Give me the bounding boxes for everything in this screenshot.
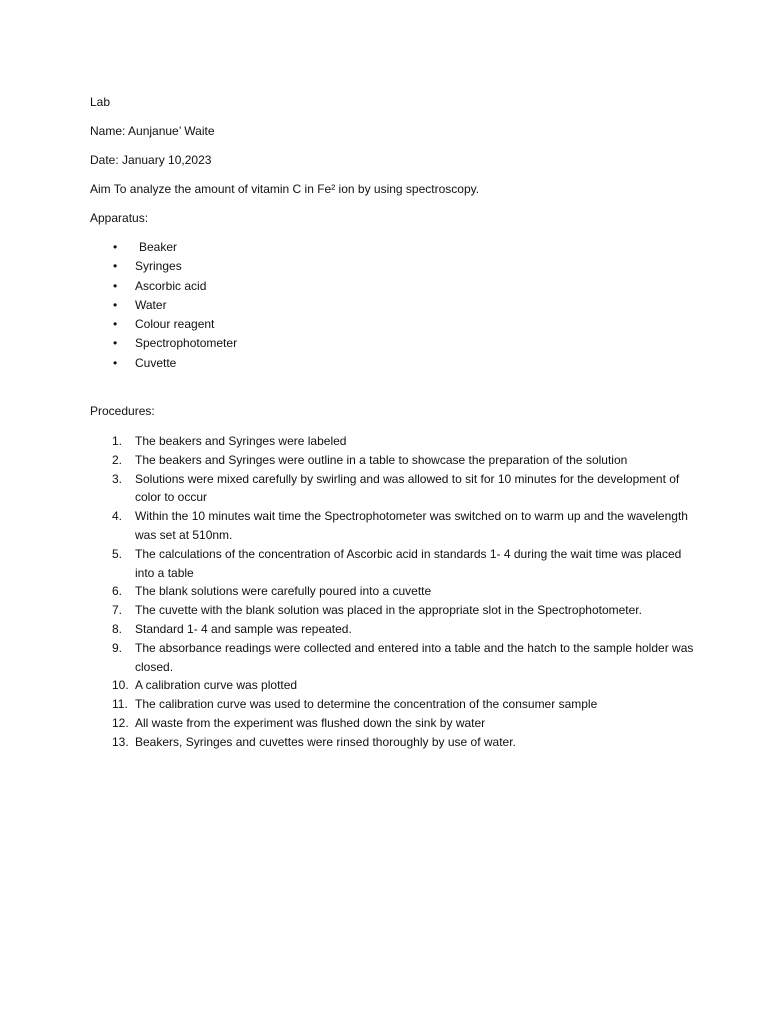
procedure-step xyxy=(0,507,768,545)
bullet-icon: • xyxy=(113,355,118,370)
procedures-heading: Procedures: xyxy=(90,404,155,418)
apparatus-item-label: Ascorbic acid xyxy=(135,278,207,293)
step-number: 7. xyxy=(112,603,123,618)
step-number: 12. xyxy=(112,715,129,730)
step-number: 3. xyxy=(112,471,123,486)
step-text: The beakers and Syringes were outline in a table to showcase the preparation of the solution xyxy=(135,452,628,467)
bullet-icon: • xyxy=(113,278,118,293)
step-text: The blank solutions were carefully poured into a cuvette xyxy=(135,584,432,599)
apparatus-item-label: Colour reagent xyxy=(135,317,215,332)
apparatus-item-label: Spectrophotometer xyxy=(135,336,238,351)
step-text: The calculations of the concentration of Ascorbic acid in standards 1- 4 during the wait time was placed into a table xyxy=(135,546,682,580)
procedure-step xyxy=(0,545,768,583)
procedures-list xyxy=(0,432,768,752)
step-number: 5. xyxy=(112,546,123,561)
procedure-step xyxy=(0,601,768,620)
procedure-step xyxy=(0,714,768,733)
bullet-icon: • xyxy=(113,336,118,351)
bullet-icon: • xyxy=(113,297,118,312)
step-number: 1. xyxy=(112,434,123,448)
procedure-step xyxy=(0,582,768,601)
step-text: A calibration curve was plotted xyxy=(135,678,298,693)
step-text: All waste from the experiment was flushed down the sink by water xyxy=(135,715,486,730)
step-text: Standard 1- 4 and sample was repeated. xyxy=(135,621,352,636)
step-number: 2. xyxy=(112,452,123,467)
procedure-step xyxy=(0,733,768,752)
bullet-icon: • xyxy=(113,259,118,274)
apparatus-item-label: Water xyxy=(135,297,167,312)
apparatus-item-label: Syringes xyxy=(135,259,182,274)
step-text: Solutions were mixed carefully by swirling and was allowed to sit for 10 minutes for the development of color to occur xyxy=(135,471,680,505)
step-number: 10. xyxy=(112,678,129,693)
step-number: 13. xyxy=(112,734,129,749)
procedure-step xyxy=(0,695,768,714)
apparatus-item-label: Cuvette xyxy=(135,355,177,370)
step-text: The calibration curve was used to determine the concentration of the consumer sample xyxy=(135,697,598,712)
name-line: Name: Aunjanue’ Waite xyxy=(90,124,215,138)
procedure-step xyxy=(0,470,768,508)
step-number: 8. xyxy=(112,621,123,636)
step-number: 4. xyxy=(112,509,123,524)
apparatus-heading: Apparatus: xyxy=(90,211,149,225)
step-number: 9. xyxy=(112,640,123,655)
step-number: 11. xyxy=(112,697,128,712)
step-text: The cuvette with the blank solution was placed in the appropriate slot in the Spectrophotometer. xyxy=(135,603,642,618)
document-header: Lab xyxy=(90,95,111,109)
step-text: Beakers, Syringes and cuvettes were rinsed thoroughly by use of water. xyxy=(135,734,516,749)
procedure-step xyxy=(0,620,768,639)
step-text: The absorbance readings were collected and entered into a table and the hatch to the sample holder was closed. xyxy=(135,640,694,674)
apparatus-item-label: Beaker xyxy=(139,240,178,254)
procedure-step xyxy=(0,639,768,677)
date-line: Date: January 10,2023 xyxy=(90,153,212,167)
procedure-step xyxy=(0,432,768,451)
step-number: 6. xyxy=(112,584,123,599)
step-text: Within the 10 minutes wait time the Spectrophotometer was switched on to warm up and the wavelength was set at 510nm. xyxy=(135,509,688,542)
procedure-step xyxy=(0,451,768,470)
procedure-step xyxy=(0,676,768,695)
bullet-icon: • xyxy=(113,317,118,332)
step-text: The beakers and Syringes were labeled xyxy=(135,434,347,448)
aim-line: Aim To analyze the amount of vitamin C in Fe² ion by using spectroscopy. xyxy=(90,182,480,196)
bullet-icon: • xyxy=(113,240,118,254)
